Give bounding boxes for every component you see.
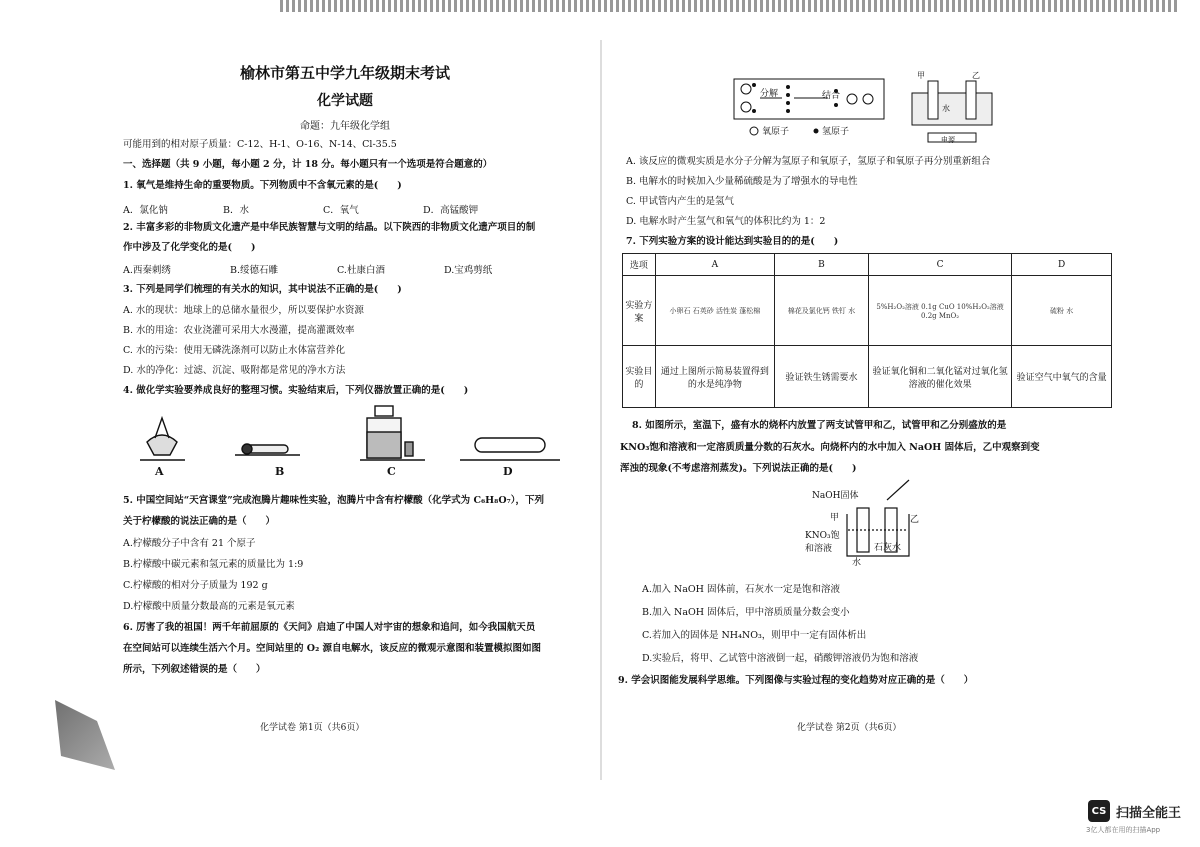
question-4: 4. 做化学实验要养成良好的整理习惯。实验结束后，下列仪器放置正确的是( ) — [123, 385, 469, 396]
question-2-cont: 作中涉及了化学变化的是( ) — [123, 242, 256, 253]
question-1-options — [123, 202, 523, 216]
option: D.柠檬酸中质量分数最高的元素是氧元素 — [123, 601, 295, 612]
exam-title: 榆林市第五中学九年级期末考试 — [239, 64, 450, 82]
question-3: 3. 下列是同学们梳理的有关水的知识，其中说法不正确的是( ) — [123, 284, 402, 295]
app-badge — [1088, 800, 1181, 822]
table-cell: 验证氧化铜和二氧化锰对过氧化氢溶液的催化效果 — [868, 346, 1011, 408]
question-8-cont2: 浑浊的现象(不考虑溶剂蒸发)。下列说法正确的是( ) — [620, 463, 857, 474]
exam-subtitle: 化学试题 — [317, 93, 373, 109]
legend-hydrogen: 氢原子 — [822, 127, 850, 137]
table-header: 选项 — [623, 254, 656, 276]
option: D. 水的净化：过滤、沉淀、吸附都是常见的净水方法 — [123, 365, 346, 376]
question-5: 5. 中国空间站“天宫课堂”完成泡腾片趣味性实验，泡腾片中含有柠檬酸（化学式为 C₆H₈O₇），下列 — [123, 495, 545, 506]
option: D.宝鸡剪纸 — [444, 265, 493, 276]
fig8-jia: 甲 — [830, 513, 840, 523]
q4-label-a: A — [155, 465, 164, 478]
fig8-naoh: NaOH固体 — [812, 491, 859, 501]
diagram-split: 分解 — [760, 89, 779, 99]
option: B.加入 NaOH 固体后，甲中溶质质量分数会变小 — [642, 607, 850, 618]
legend-oxygen: 氧原子 — [762, 127, 790, 137]
option: C.杜康白酒 — [337, 265, 385, 276]
question-2: 2. 丰富多彩的非物质文化遗产是中华民族智慧与文明的结晶。以下陕西的非物质文化遗产项目的制 — [123, 222, 536, 233]
question-9: 9. 学会识图能发展科学思维。下列图像与实验过程的变化趋势对应正确的是（ ） — [618, 675, 974, 686]
q4-label-b: B — [275, 465, 285, 478]
option: B.柠檬酸中碳元素和氢元素的质量比为 1:9 — [123, 559, 304, 570]
option: C．氧气 — [323, 205, 359, 216]
table-header: C — [868, 254, 1011, 276]
question-7: 7. 下列实验方案的设计能达到实验目的的是( ) — [626, 236, 839, 247]
question-6: 6. 厉害了我的祖国！两千年前屈原的《天问》启迪了中国人对宇宙的想象和追问，如今我国航天员 — [123, 622, 536, 633]
option: A.西秦刺绣 — [123, 265, 171, 276]
fig8-lime: 石灰水 — [874, 543, 902, 553]
page-footer-2: 化学试卷 第2页（共6页） — [797, 723, 902, 733]
question-8-cont: KNO₃饱和溶液和一定溶质质量分数的石灰水。向烧杯内的水中加入 NaOH 固体后，乙中观察到变 — [620, 442, 1040, 453]
question-2-options — [123, 262, 551, 276]
option: B.绥德石雕 — [230, 265, 279, 276]
option: C.柠檬酸的相对分子质量为 192 g — [123, 580, 268, 591]
water-label: 水 — [942, 104, 950, 113]
option: A．氯化钠 — [123, 205, 168, 216]
page-footer-1: 化学试卷 第1页（共6页） — [260, 723, 365, 733]
table-header: B — [775, 254, 869, 276]
table-cell: 验证空气中氧气的含量 — [1012, 346, 1112, 408]
question-6-cont2: 所示，下列叙述错误的是（ ） — [123, 664, 266, 675]
tube-yi: 乙 — [972, 71, 980, 80]
option: B. 水的用途：农业浇灌可采用大水漫灌，提高灌溉效率 — [123, 325, 355, 336]
row-label: 实验目的 — [623, 346, 656, 408]
diagram-combine: 结合 — [822, 91, 841, 101]
question-5-cont: 关于柠檬酸的说法正确的是（ ） — [123, 516, 276, 527]
table-header: D — [1012, 254, 1112, 276]
fig8-kno3: KNO₃饱 — [805, 531, 840, 541]
option: C. 水的污染：使用无磷洗涤剂可以防止水体富营养化 — [123, 345, 345, 356]
fig8-water: 水 — [852, 558, 862, 568]
table-header: A — [655, 254, 774, 276]
page-fold — [600, 40, 602, 780]
option: D. 电解水时产生氢气和氧气的体积比约为 1：2 — [626, 216, 826, 227]
scheme-a: 小卵石 石英砂 活性炭 蓬松棉 — [655, 276, 774, 346]
option: A. 该反应的微观实质是水分子分解为氢原子和氧原子，氢原子和氧原子再分别重新组合 — [626, 156, 991, 167]
scheme-b: 棉花及氯化钙 铁钉 水 — [775, 276, 869, 346]
option: D.实验后，将甲、乙试管中溶液倒一起，硝酸钾溶液仍为饱和溶液 — [642, 653, 919, 664]
camscanner-icon: CS — [1088, 800, 1110, 822]
question-4-figure — [95, 400, 595, 490]
atomic-mass: 可能用到的相对原子质量：C-12、H-1、O-16、N-14、Cl-35.5 — [123, 139, 397, 150]
power-label: 电源 — [941, 136, 955, 144]
question-8: 8. 如图所示，室温下，盛有水的烧杯内放置了两支试管甲和乙，试管甲和乙分别盛放的是 — [632, 420, 1007, 431]
fig8-yi: 乙 — [910, 515, 920, 525]
option: B. 电解水的时候加入少量稀硫酸是为了增强水的导电性 — [626, 176, 858, 187]
option: C.若加入的固体是 NH₄NO₃，则甲中一定有固体析出 — [642, 630, 867, 641]
option: B．水 — [223, 205, 249, 216]
exam-author: 命题：九年级化学组 — [300, 121, 390, 132]
option: A.柠檬酸分子中含有 21 个原子 — [123, 538, 256, 549]
option: C. 甲试管内产生的是氢气 — [626, 196, 734, 207]
question-6-cont: 在空间站可以连续生活六个月。空间站里的 O₂ 源自电解水，该反应的微观示意图和装置模拟图如图 — [123, 643, 542, 654]
table-cell: 通过上图所示简易装置得到的水是纯净物 — [655, 346, 774, 408]
question-1: 1. 氧气是维持生命的重要物质。下列物质中不含氧元素的是( ) — [123, 180, 402, 191]
q4-label-c: C — [387, 465, 396, 478]
option: A.加入 NaOH 固体前，石灰水一定是饱和溶液 — [642, 584, 840, 595]
scheme-d: 硫粉 水 — [1012, 276, 1112, 346]
row-label: 实验方案 — [623, 276, 656, 346]
app-name: 扫描全能王 — [1116, 805, 1182, 821]
experiment-table — [622, 253, 1112, 408]
section-1-heading: 一、选择题（共 9 小题，每小题 2 分，计 18 分。每小题只有一个选项是符合题意的） — [123, 159, 493, 170]
left-page — [95, 0, 595, 790]
tube-jia: 甲 — [917, 71, 925, 80]
right-page — [612, 0, 1112, 790]
scheme-c: 5%H₂O₂溶液 0.1g CuO 10%H₂O₂溶液 0.2g MnO₂ — [868, 276, 1011, 346]
option: D．高锰酸钾 — [423, 205, 479, 216]
app-tagline: 3亿人都在用的扫描App — [1086, 826, 1161, 834]
fig8-kno3-cont: 和溶液 — [805, 544, 833, 554]
option: A. 水的现状：地球上的总储水量很少，所以要保护水资源 — [123, 305, 364, 316]
q4-label-d: D — [503, 465, 513, 478]
table-cell: 验证铁生锈需要水 — [775, 346, 869, 408]
